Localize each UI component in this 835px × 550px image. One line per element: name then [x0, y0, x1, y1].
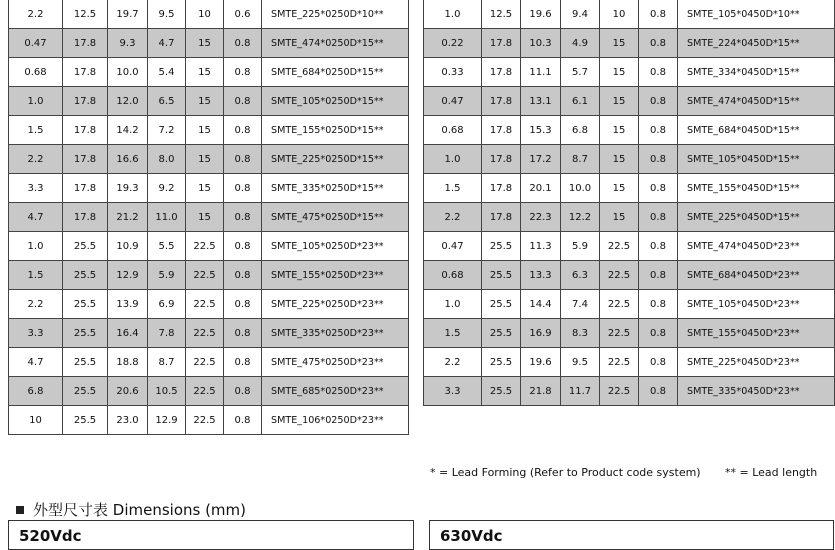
- table-row: [424, 348, 835, 377]
- table-cell: 16.9: [521, 319, 561, 348]
- table-cell: 3.3: [9, 174, 63, 203]
- table-cell: 22.3: [521, 203, 561, 232]
- table-cell: 25.5: [482, 232, 521, 261]
- table-cell: 6.1: [561, 87, 600, 116]
- table-cell: 12.9: [108, 261, 148, 290]
- table-row: [9, 116, 409, 145]
- table-cell: 13.3: [521, 261, 561, 290]
- table-cell: 17.8: [482, 145, 521, 174]
- table-cell: 0.8: [224, 261, 262, 290]
- table-cell: 17.8: [482, 203, 521, 232]
- voltage-box-520: [8, 520, 414, 550]
- table-cell: 25.5: [482, 319, 521, 348]
- table-row: [424, 261, 835, 290]
- table-cell: 25.5: [482, 290, 521, 319]
- table-cell: 10: [600, 0, 639, 29]
- table-row: [9, 348, 409, 377]
- table-cell: 16.4: [108, 319, 148, 348]
- part-number-cell: SMTE_105*0450D*10**: [678, 0, 835, 29]
- table-cell: 0.8: [224, 58, 262, 87]
- table-cell: 13.9: [108, 290, 148, 319]
- table-cell: 0.8: [639, 203, 678, 232]
- part-number-cell: SMTE_225*0250D*23**: [262, 290, 409, 319]
- table-row: [424, 58, 835, 87]
- table-cell: 0.47: [9, 29, 63, 58]
- table-cell: 25.5: [63, 232, 108, 261]
- table-cell: 22.5: [600, 232, 639, 261]
- part-number-cell: SMTE_105*0450D*15**: [678, 145, 835, 174]
- table-cell: 23.0: [108, 406, 148, 435]
- table-cell: 1.0: [424, 145, 482, 174]
- table-cell: 18.8: [108, 348, 148, 377]
- part-number-cell: SMTE_684*0250D*15**: [262, 58, 409, 87]
- table-cell: 1.0: [9, 87, 63, 116]
- table-row: [424, 145, 835, 174]
- table-cell: 6.8: [561, 116, 600, 145]
- table-cell: 4.7: [9, 348, 63, 377]
- table-row: [424, 116, 835, 145]
- table-cell: 12.5: [63, 0, 108, 29]
- table-cell: 19.3: [108, 174, 148, 203]
- table-cell: 5.9: [148, 261, 186, 290]
- part-number-cell: SMTE_105*0450D*23**: [678, 290, 835, 319]
- table-cell: 10.0: [108, 58, 148, 87]
- part-number-cell: SMTE_335*0450D*23**: [678, 377, 835, 406]
- part-number-cell: SMTE_475*0250D*23**: [262, 348, 409, 377]
- table-cell: 17.8: [63, 116, 108, 145]
- voltage-label-630: 630Vdc: [440, 527, 503, 545]
- table-row: [9, 261, 409, 290]
- table-cell: 10.5: [148, 377, 186, 406]
- table-cell: 10: [9, 406, 63, 435]
- table-cell: 0.68: [424, 261, 482, 290]
- table-cell: 9.5: [561, 348, 600, 377]
- table-cell: 0.8: [639, 87, 678, 116]
- table-cell: 13.1: [521, 87, 561, 116]
- table-cell: 5.5: [148, 232, 186, 261]
- table-cell: 6.5: [148, 87, 186, 116]
- table-cell: 0.8: [224, 29, 262, 58]
- table-cell: 20.6: [108, 377, 148, 406]
- table-cell: 19.6: [521, 0, 561, 29]
- table-cell: 5.4: [148, 58, 186, 87]
- table-cell: 15: [600, 58, 639, 87]
- table-cell: 0.8: [639, 0, 678, 29]
- table-cell: 22.5: [186, 261, 224, 290]
- table-cell: 25.5: [63, 290, 108, 319]
- table-cell: 15: [186, 145, 224, 174]
- table-cell: 0.8: [224, 348, 262, 377]
- table-cell: 0.33: [424, 58, 482, 87]
- table-cell: 1.0: [424, 290, 482, 319]
- table-cell: 0.8: [224, 87, 262, 116]
- footnote-lead-length: ** = Lead length: [725, 466, 818, 479]
- table-cell: 17.8: [482, 174, 521, 203]
- table-cell: 2.2: [9, 290, 63, 319]
- table-cell: 17.8: [63, 58, 108, 87]
- table-cell: 10.9: [108, 232, 148, 261]
- table-row: [424, 377, 835, 406]
- table-cell: 1.5: [424, 174, 482, 203]
- part-number-cell: SMTE_105*0250D*15**: [262, 87, 409, 116]
- table-cell: 3.3: [424, 377, 482, 406]
- table-cell: 14.4: [521, 290, 561, 319]
- table-cell: 0.22: [424, 29, 482, 58]
- table-row: [9, 319, 409, 348]
- table-cell: 15: [600, 174, 639, 203]
- table-cell: 6.8: [9, 377, 63, 406]
- table-cell: 8.3: [561, 319, 600, 348]
- table-cell: 12.9: [148, 406, 186, 435]
- part-number-cell: SMTE_474*0450D*23**: [678, 232, 835, 261]
- table-cell: 0.8: [224, 145, 262, 174]
- part-number-cell: SMTE_684*0450D*15**: [678, 116, 835, 145]
- table-cell: 22.5: [186, 406, 224, 435]
- table-cell: 4.9: [561, 29, 600, 58]
- footnote-lead-forming: * = Lead Forming (Refer to Product code system): [430, 466, 701, 479]
- voltage-label-520: 520Vdc: [19, 527, 82, 545]
- table-cell: 8.0: [148, 145, 186, 174]
- table-row: [9, 29, 409, 58]
- table-cell: 0.8: [639, 29, 678, 58]
- table-cell: 0.8: [639, 348, 678, 377]
- table-row: [9, 232, 409, 261]
- part-number-cell: SMTE_105*0250D*23**: [262, 232, 409, 261]
- table-cell: 0.68: [9, 58, 63, 87]
- table-cell: 17.8: [63, 203, 108, 232]
- table-cell: 0.8: [224, 319, 262, 348]
- table-cell: 11.3: [521, 232, 561, 261]
- table-cell: 0.47: [424, 232, 482, 261]
- table-cell: 0.8: [224, 232, 262, 261]
- part-number-cell: SMTE_335*0250D*23**: [262, 319, 409, 348]
- spec-table-left: [8, 0, 409, 435]
- table-cell: 21.2: [108, 203, 148, 232]
- table-cell: 0.8: [224, 290, 262, 319]
- part-number-cell: SMTE_475*0250D*15**: [262, 203, 409, 232]
- table-cell: 15: [600, 145, 639, 174]
- table-cell: 17.8: [482, 87, 521, 116]
- table-cell: 11.1: [521, 58, 561, 87]
- table-cell: 15: [186, 58, 224, 87]
- table-cell: 12.2: [561, 203, 600, 232]
- part-number-cell: SMTE_225*0450D*15**: [678, 203, 835, 232]
- table-row: [424, 0, 835, 29]
- table-cell: 9.4: [561, 0, 600, 29]
- table-row: [9, 377, 409, 406]
- table-cell: 22.5: [186, 232, 224, 261]
- part-number-cell: SMTE_155*0450D*15**: [678, 174, 835, 203]
- table-cell: 8.7: [561, 145, 600, 174]
- part-number-cell: SMTE_334*0450D*15**: [678, 58, 835, 87]
- part-number-cell: SMTE_225*0250D*15**: [262, 145, 409, 174]
- table-cell: 0.8: [639, 174, 678, 203]
- part-number-cell: SMTE_155*0250D*23**: [262, 261, 409, 290]
- table-cell: 6.3: [561, 261, 600, 290]
- table-cell: 4.7: [148, 29, 186, 58]
- table-cell: 7.8: [148, 319, 186, 348]
- table-cell: 0.6: [224, 0, 262, 29]
- table-cell: 1.5: [9, 261, 63, 290]
- table-cell: 17.8: [63, 87, 108, 116]
- table-cell: 25.5: [482, 348, 521, 377]
- table-cell: 25.5: [482, 261, 521, 290]
- table-row: [424, 87, 835, 116]
- table-cell: 25.5: [63, 377, 108, 406]
- table-cell: 22.5: [186, 377, 224, 406]
- part-number-cell: SMTE_335*0250D*15**: [262, 174, 409, 203]
- table-cell: 20.1: [521, 174, 561, 203]
- table-cell: 17.8: [482, 58, 521, 87]
- table-cell: 3.3: [9, 319, 63, 348]
- table-cell: 2.2: [9, 0, 63, 29]
- table-cell: 22.5: [186, 290, 224, 319]
- table-row: [424, 290, 835, 319]
- spec-table-right: [423, 0, 835, 406]
- table-cell: 0.8: [639, 290, 678, 319]
- table-cell: 17.8: [63, 29, 108, 58]
- table-cell: 6.9: [148, 290, 186, 319]
- table-cell: 7.4: [561, 290, 600, 319]
- table-cell: 0.8: [224, 406, 262, 435]
- table-row: [424, 319, 835, 348]
- table-cell: 15: [186, 116, 224, 145]
- table-cell: 2.2: [424, 203, 482, 232]
- table-cell: 2.2: [9, 145, 63, 174]
- table-cell: 10.0: [561, 174, 600, 203]
- table-cell: 22.5: [186, 319, 224, 348]
- table-row: [9, 0, 409, 29]
- table-cell: 19.7: [108, 0, 148, 29]
- table-cell: 17.8: [482, 29, 521, 58]
- table-cell: 0.8: [639, 145, 678, 174]
- table-cell: 22.5: [600, 377, 639, 406]
- table-cell: 0.8: [639, 261, 678, 290]
- table-cell: 25.5: [63, 348, 108, 377]
- part-number-cell: SMTE_155*0250D*15**: [262, 116, 409, 145]
- table-row: [9, 87, 409, 116]
- table-cell: 22.5: [600, 290, 639, 319]
- table-cell: 25.5: [63, 406, 108, 435]
- part-number-cell: SMTE_225*0450D*23**: [678, 348, 835, 377]
- table-row: [9, 290, 409, 319]
- table-cell: 17.2: [521, 145, 561, 174]
- table-cell: 21.8: [521, 377, 561, 406]
- table-cell: 22.5: [600, 319, 639, 348]
- dimensions-heading-text: 外型尺寸表 Dimensions (mm): [33, 501, 247, 519]
- table-row: [9, 58, 409, 87]
- table-cell: 10: [186, 0, 224, 29]
- table-cell: 15: [600, 29, 639, 58]
- table-cell: 19.6: [521, 348, 561, 377]
- table-cell: 15: [186, 203, 224, 232]
- table-cell: 12.5: [482, 0, 521, 29]
- table-cell: 0.47: [424, 87, 482, 116]
- table-cell: 11.0: [148, 203, 186, 232]
- table-cell: 0.8: [639, 58, 678, 87]
- table-cell: 7.2: [148, 116, 186, 145]
- table-cell: 22.5: [186, 348, 224, 377]
- table-cell: 0.8: [639, 319, 678, 348]
- table-row: [424, 203, 835, 232]
- table-cell: 0.8: [639, 377, 678, 406]
- part-number-cell: SMTE_685*0250D*23**: [262, 377, 409, 406]
- table-cell: 17.8: [482, 116, 521, 145]
- table-cell: 9.2: [148, 174, 186, 203]
- table-cell: 12.0: [108, 87, 148, 116]
- table-row: [9, 203, 409, 232]
- table-cell: 15: [186, 29, 224, 58]
- square-bullet-icon: [16, 506, 24, 514]
- part-number-cell: SMTE_106*0250D*23**: [262, 406, 409, 435]
- table-cell: 11.7: [561, 377, 600, 406]
- table-cell: 1.5: [9, 116, 63, 145]
- table-cell: 1.0: [9, 232, 63, 261]
- table-row: [424, 174, 835, 203]
- table-cell: 15: [600, 87, 639, 116]
- table-cell: 17.8: [63, 174, 108, 203]
- table-cell: 0.8: [224, 116, 262, 145]
- table-cell: 17.8: [63, 145, 108, 174]
- table-row: [9, 145, 409, 174]
- table-row: [424, 232, 835, 261]
- table-row: [9, 406, 409, 435]
- part-number-cell: SMTE_474*0450D*15**: [678, 87, 835, 116]
- table-cell: 15: [186, 87, 224, 116]
- table-cell: 15: [600, 203, 639, 232]
- table-cell: 0.8: [639, 232, 678, 261]
- part-number-cell: SMTE_155*0450D*23**: [678, 319, 835, 348]
- table-cell: 15.3: [521, 116, 561, 145]
- table-cell: 0.8: [224, 377, 262, 406]
- table-cell: 0.8: [224, 203, 262, 232]
- part-number-cell: SMTE_684*0450D*23**: [678, 261, 835, 290]
- table-cell: 1.5: [424, 319, 482, 348]
- table-cell: 9.3: [108, 29, 148, 58]
- table-cell: 0.8: [639, 116, 678, 145]
- table-row: [9, 174, 409, 203]
- part-number-cell: SMTE_474*0250D*15**: [262, 29, 409, 58]
- table-cell: 25.5: [482, 377, 521, 406]
- table-cell: 5.7: [561, 58, 600, 87]
- voltage-box-630: [429, 520, 834, 550]
- table-cell: 8.7: [148, 348, 186, 377]
- table-cell: 25.5: [63, 319, 108, 348]
- dimensions-heading: [16, 499, 246, 520]
- table-cell: 9.5: [148, 0, 186, 29]
- table-cell: 14.2: [108, 116, 148, 145]
- table-cell: 2.2: [424, 348, 482, 377]
- table-cell: 22.5: [600, 261, 639, 290]
- table-cell: 0.68: [424, 116, 482, 145]
- part-number-cell: SMTE_224*0450D*15**: [678, 29, 835, 58]
- table-cell: 15: [186, 174, 224, 203]
- table-cell: 10.3: [521, 29, 561, 58]
- part-number-cell: SMTE_225*0250D*10**: [262, 0, 409, 29]
- table-cell: 22.5: [600, 348, 639, 377]
- table-cell: 1.0: [424, 0, 482, 29]
- table-cell: 16.6: [108, 145, 148, 174]
- table-cell: 5.9: [561, 232, 600, 261]
- table-cell: 15: [600, 116, 639, 145]
- table-row: [424, 29, 835, 58]
- table-cell: 0.8: [224, 174, 262, 203]
- table-cell: 25.5: [63, 261, 108, 290]
- table-cell: 4.7: [9, 203, 63, 232]
